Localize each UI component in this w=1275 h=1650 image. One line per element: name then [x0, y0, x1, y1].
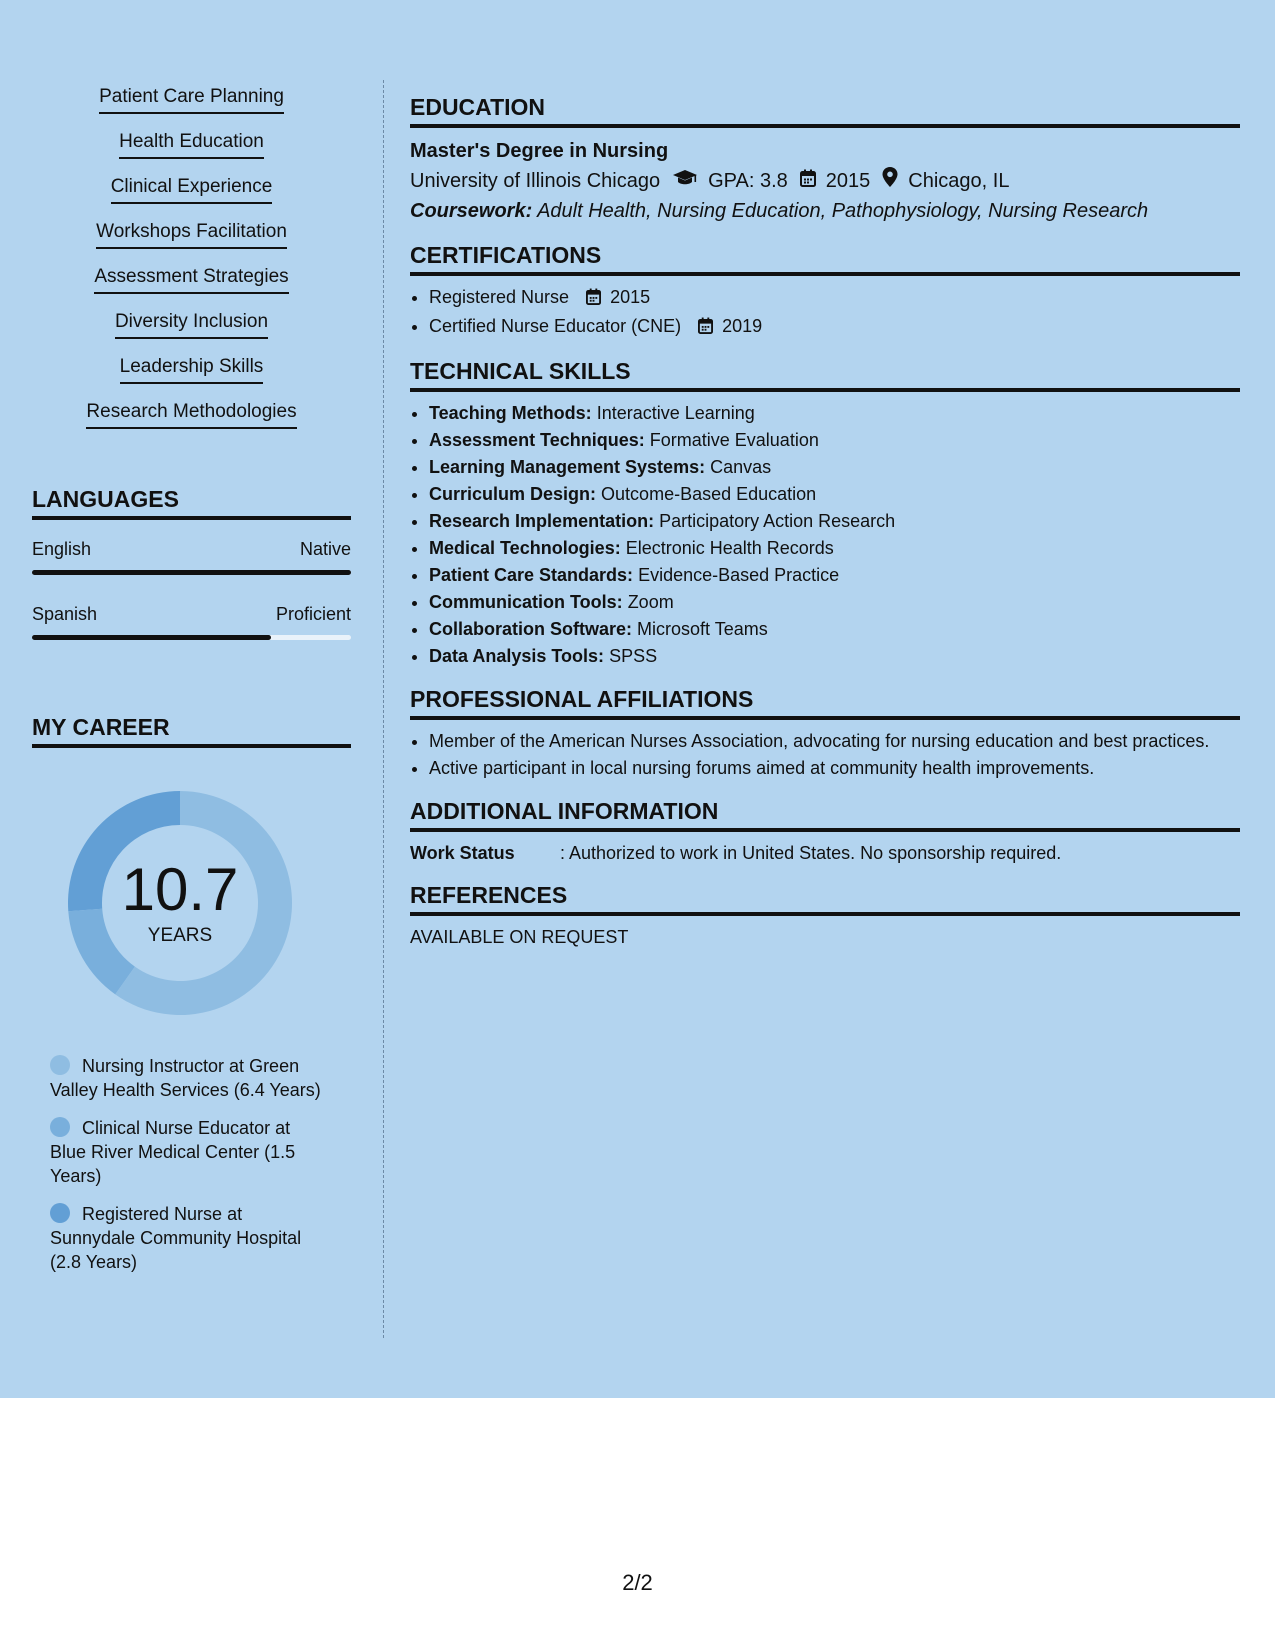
language-level: Proficient [275, 604, 351, 624]
donut-center [65, 788, 295, 1018]
affiliations-list [410, 728, 1240, 782]
technical-skills-section [410, 356, 1240, 670]
education-meta [410, 166, 1240, 196]
skill-label: Research Implementation: [429, 511, 655, 531]
references-text: AVAILABLE ON REQUEST [410, 927, 629, 947]
work-status-label: Work Status [410, 843, 515, 863]
calendar-icon [800, 166, 816, 196]
skill-label: Learning Management Systems: [429, 457, 706, 477]
skill-value: Interactive Learning [596, 403, 755, 423]
list-item: • Active participant in local nursing forums aimed at community health improvements. [429, 755, 1240, 782]
skill-value: Outcome-Based Education [601, 484, 817, 504]
certifications-section [410, 240, 1240, 342]
language-bar [32, 570, 351, 575]
language-name: English [32, 539, 92, 559]
career-unit: YEARS [147, 925, 213, 946]
legend-dot-icon [50, 1203, 70, 1223]
skill-value: Electronic Health Records [625, 538, 834, 558]
languages-heading: LANGUAGES [32, 484, 351, 520]
certification-name: Registered Nurse [429, 287, 570, 307]
list-item [32, 174, 351, 219]
list-item [32, 309, 351, 354]
right-column [410, 92, 1240, 964]
skill-label: Medical Technologies: [429, 538, 621, 558]
skill-value: SPSS [609, 646, 658, 666]
references-heading: REFERENCES [410, 880, 1240, 916]
certification-year: 2015 [610, 287, 651, 307]
additional-info-section [410, 796, 1240, 866]
list-item [429, 508, 1240, 535]
technical-skills-heading: TECHNICAL SKILLS [410, 356, 1240, 392]
graduation-year: 2015 [825, 170, 871, 192]
legend-item [50, 1116, 325, 1188]
skill-tag: Research Methodologies [86, 399, 296, 429]
certifications-list [410, 284, 1240, 342]
list-item [429, 400, 1240, 427]
skill-tag: Clinical Experience [111, 174, 273, 204]
calendar-icon [586, 286, 601, 313]
career-donut-chart [65, 788, 295, 1018]
affiliations-section [410, 684, 1240, 782]
legend-label: Clinical Nurse Educator at Blue River Medical Center (1.5 Years) [50, 1118, 296, 1186]
list-item [429, 284, 1240, 313]
skill-tag: Assessment Strategies [94, 264, 288, 294]
language-name: Spanish [32, 604, 98, 624]
language-bar [32, 635, 351, 640]
list-item [429, 481, 1240, 508]
skill-tag: Patient Care Planning [99, 84, 284, 114]
list-item [32, 264, 351, 309]
list-item [429, 589, 1240, 616]
skill-label: Curriculum Design: [429, 484, 597, 504]
list-item [32, 354, 351, 399]
coursework [410, 196, 1240, 226]
coursework-list: Adult Health, Nursing Education, Pathophysiology, Nursing Research [537, 200, 1149, 222]
career-total-years: 10.7 [121, 856, 239, 923]
list-item [429, 535, 1240, 562]
certification-name: Certified Nurse Educator (CNE) [429, 316, 682, 336]
affiliations-heading: PROFESSIONAL AFFILIATIONS [410, 684, 1240, 720]
skill-label: Assessment Techniques: [429, 430, 645, 450]
coursework-label: Coursework: [410, 200, 533, 222]
skill-tag: Leadership Skills [120, 354, 264, 384]
career-section [32, 712, 351, 1274]
list-item [429, 643, 1240, 670]
list-item [429, 616, 1240, 643]
language-bar-fill [32, 570, 351, 575]
legend-item [50, 1054, 325, 1102]
legend-label: Nursing Instructor at Green Valley Health Services (6.4 Years) [50, 1056, 321, 1100]
references-section [410, 880, 1240, 950]
list-item [32, 84, 351, 129]
legend-dot-icon [50, 1055, 70, 1075]
list-item [429, 313, 1240, 342]
work-status-value: : Authorized to work in United States. No sponsorship required. [560, 843, 1062, 863]
column-divider [383, 80, 384, 1338]
left-column [32, 84, 351, 1288]
school-location: Chicago, IL [908, 170, 1010, 192]
skill-value: Microsoft Teams [637, 619, 768, 639]
graduation-cap-icon [672, 166, 698, 196]
skill-value: Evidence-Based Practice [638, 565, 840, 585]
skill-label: Collaboration Software: [429, 619, 633, 639]
skill-tag: Health Education [119, 129, 264, 159]
additional-info-heading: ADDITIONAL INFORMATION [410, 796, 1240, 832]
language-row [32, 601, 351, 640]
skill-label: Patient Care Standards: [429, 565, 634, 585]
career-heading: MY CAREER [32, 712, 351, 748]
work-status-row [410, 840, 1240, 866]
career-legend [50, 1054, 325, 1274]
skills-list [32, 84, 351, 444]
calendar-icon [698, 315, 713, 342]
skill-tag: Workshops Facilitation [96, 219, 287, 249]
legend-label: Registered Nurse at Sunnydale Community Hospital (2.8 Years) [50, 1204, 302, 1272]
skill-label: Data Analysis Tools: [429, 646, 605, 666]
education-heading: EDUCATION [410, 92, 1240, 128]
skill-value: Participatory Action Research [659, 511, 896, 531]
legend-item [50, 1202, 325, 1274]
list-item [429, 454, 1240, 481]
language-bar-fill [32, 635, 271, 640]
map-pin-icon [882, 166, 898, 196]
legend-dot-icon [50, 1117, 70, 1137]
education-section [410, 92, 1240, 226]
list-item: • Member of the American Nurses Association, advocating for nursing education and best practices. [429, 728, 1240, 755]
gpa: GPA: 3.8 [708, 170, 788, 192]
skill-value: Zoom [627, 592, 674, 612]
list-item [32, 129, 351, 174]
skill-tag: Diversity Inclusion [115, 309, 268, 339]
list-item [32, 399, 351, 444]
degree-title: Master's Degree in Nursing [410, 140, 669, 162]
page-number: 2/2 [622, 1570, 653, 1595]
certification-year: 2019 [722, 316, 763, 336]
language-level: Native [299, 539, 351, 559]
technical-skills-list [410, 400, 1240, 670]
list-item [429, 562, 1240, 589]
languages-section [32, 484, 351, 640]
school-name: University of Illinois Chicago [410, 170, 661, 192]
skill-label: Communication Tools: [429, 592, 623, 612]
skill-value: Canvas [710, 457, 772, 477]
certifications-heading: CERTIFICATIONS [410, 240, 1240, 276]
language-row [32, 536, 351, 575]
list-item [32, 219, 351, 264]
skill-value: Formative Evaluation [649, 430, 819, 450]
list-item [429, 427, 1240, 454]
skill-label: Teaching Methods: [429, 403, 592, 423]
